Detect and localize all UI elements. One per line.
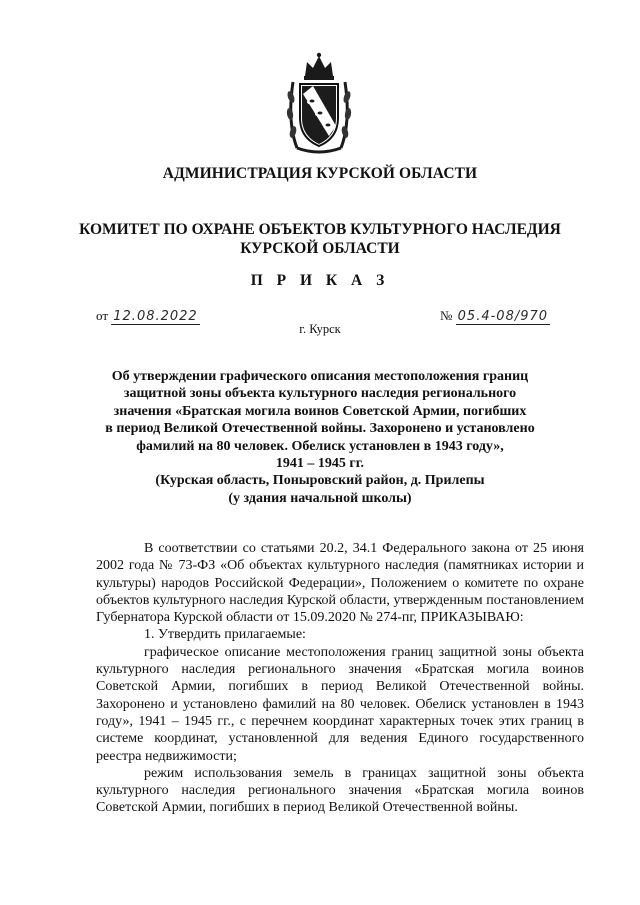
city-label: г. Курск — [299, 322, 341, 336]
committee-title — [0, 220, 640, 258]
subject-line: в период Великой Отечественной войны. Захоронено и установлено — [105, 421, 535, 437]
coat-of-arms-emblem — [283, 52, 355, 158]
subject-line: защитной зоны объекта культурного наследия регионального — [123, 386, 517, 402]
order-number — [440, 308, 550, 324]
body-paragraph: В соответствии со статьями 20.2, 34.1 Федерального закона от 25 июня 2002 года № 73-ФЗ «Об объектах культурного наследия (памятниках истории и культуры) народов Российской Федерации», Положением о комитете по охране объектов культурного наследия Курской области, утвержденным постановлением Губернатора Курской области от 15.09.2020 № 274-пг, ПРИКАЗЫВАЮ: — [96, 541, 584, 626]
handwritten-date: 12.08.2022 — [113, 309, 198, 324]
handwritten-number: 05.4-08/970 — [457, 309, 549, 324]
subject-line: фамилий на 80 человек. Обелиск установлен в 1943 году», — [136, 438, 504, 454]
order-subject — [60, 368, 580, 507]
committee-title-line2: КУРСКОЙ ОБЛАСТИ — [240, 240, 400, 257]
subject-line: Об утверждении графического описания местоположения границ — [111, 369, 529, 384]
body-item: 1. Утвердить прилагаемые: — [144, 627, 306, 643]
administration-title: АДМИНИСТРАЦИЯ КУРСКОЙ ОБЛАСТИ — [162, 165, 478, 182]
subject-line: значения «Братская могила воинов Советской Армии, погибших — [113, 403, 527, 419]
subject-line: 1941 – 1945 гг. — [275, 456, 365, 472]
body-paragraph: графическое описание местоположения границ защитной зоны объекта культурного наследия регионального значения «Братская могила воинов Советской Армии, погибших в период Великой Отечественной войны. Захоронено и установлено фамилий на 80 человек. Обелиск установлен в 1943 году», 1941 – 1945 гг., с перечнем координат характерных точек этих границ в системе координат, установленной для ведения Единого государственного реестра недвижимости; — [96, 644, 584, 764]
number-prefix: № — [440, 308, 453, 323]
date-prefix: от — [96, 308, 109, 323]
order-body — [96, 540, 584, 817]
body-paragraph: режим использования земель в границах защитной зоны объекта культурного наследия регионального значения «Братская могила воинов Советской Армии, погибших в период Великой Отечественной войны. — [96, 765, 584, 816]
subject-line: (у здания начальной школы) — [228, 490, 412, 506]
committee-title-line1: КОМИТЕТ ПО ОХРАНЕ ОБЪЕКТОВ КУЛЬТУРНОГО НАСЛЕДИЯ — [79, 221, 561, 238]
subject-line: (Курская область, Поныровский район, д. Прилепы — [155, 473, 485, 489]
document-type-title: П Р И К А З — [250, 272, 390, 289]
